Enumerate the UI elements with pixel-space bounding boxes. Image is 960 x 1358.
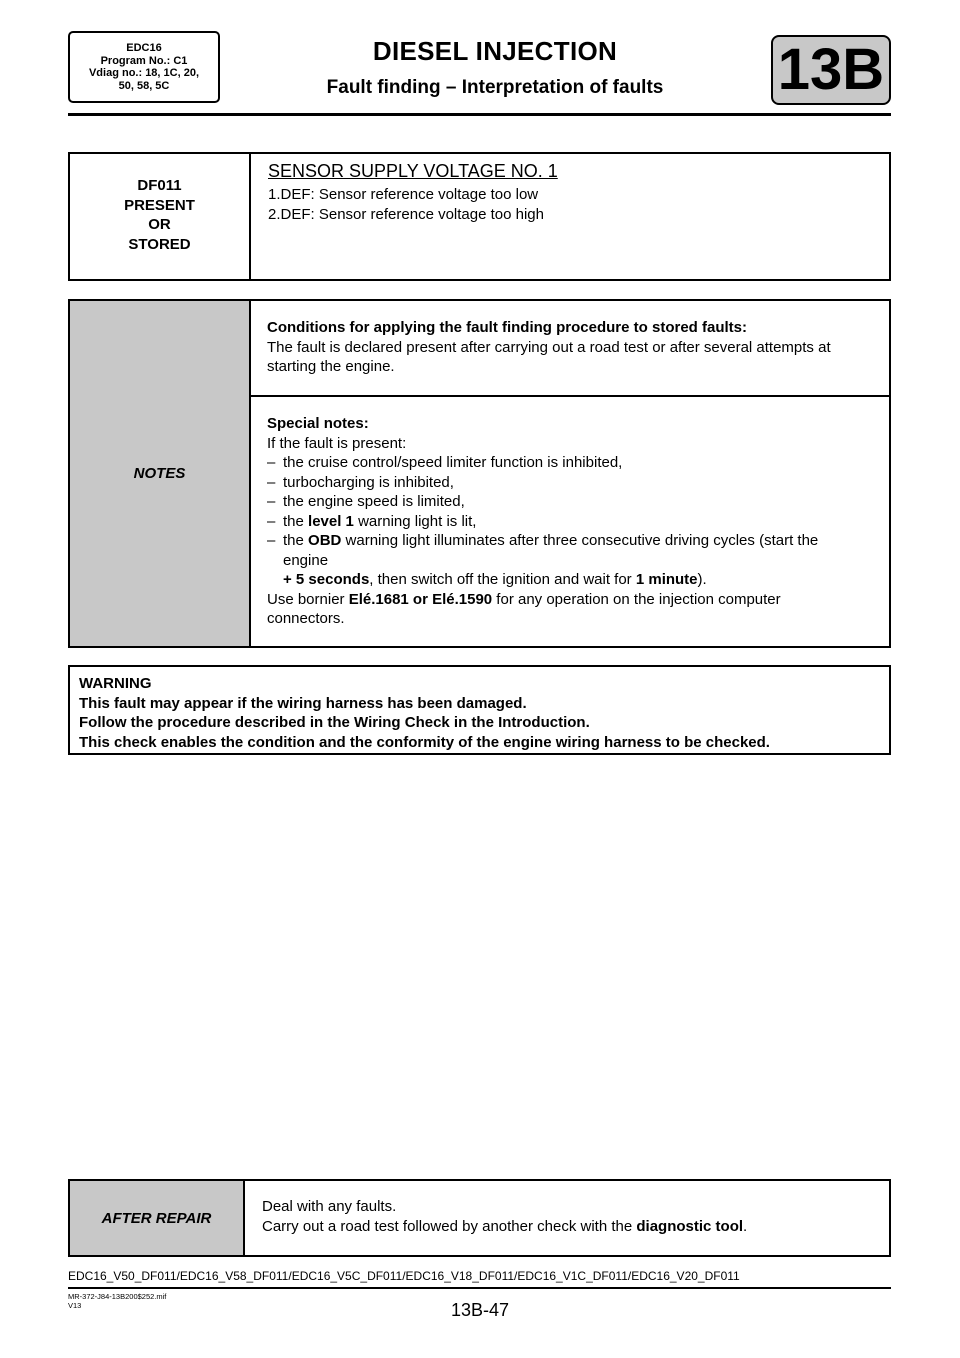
- notes-divider: [251, 395, 889, 397]
- list-item-text: the cruise control/speed limiter function is inhibited,: [283, 454, 623, 471]
- warning-heading: WARNING: [79, 675, 152, 692]
- after-repair-line: Deal with any faults.: [262, 1198, 397, 1215]
- vehicle-info-line: 50, 58, 5C: [118, 79, 170, 92]
- fault-status-line: STORED: [128, 235, 191, 253]
- list-item-text: the: [283, 532, 309, 549]
- warning-text: This check enables the condition and the conformity of the engine wiring harness to be checked.: [79, 733, 770, 751]
- conditions-text: starting the engine.: [267, 358, 395, 375]
- vehicle-info-line: Vdiag no.: 18, 1C, 20,: [88, 67, 200, 79]
- after-repair-line-text: Carry out a road test followed by another check with the: [262, 1217, 637, 1235]
- footer-mr-ref: MR-372-J84-13B200$252.mif: [68, 1292, 167, 1301]
- footer-references: EDC16_V50_DF011/EDC16_V58_DF011/EDC16_V5C_DF011/EDC16_V18_DF011/EDC16_V1C_DF011/EDC16_V20_DF011: [68, 1269, 740, 1283]
- vehicle-info-line: Program No.: C1: [100, 54, 188, 67]
- bullet-dash: –: [267, 473, 276, 491]
- bullet-dash: –: [267, 512, 276, 530]
- list-item-bold: + 5 seconds: [283, 571, 370, 588]
- list-item-text: warning light illuminates after three consecutive driving cycles (start the: [341, 532, 819, 549]
- list-item: [267, 492, 881, 512]
- list-item: [267, 473, 881, 493]
- special-notes-heading: Special notes:: [267, 415, 369, 432]
- fault-title: SENSOR SUPPLY VOLTAGE NO. 1: [268, 161, 558, 181]
- list-item-continuation: engine: [283, 551, 329, 569]
- page-subtitle: Fault finding – Interpretation of faults: [326, 77, 664, 98]
- fault-status-cell: [70, 154, 251, 279]
- bornier-bold: Elé.1681 or Elé.1590: [348, 590, 493, 608]
- list-item-text: the: [283, 512, 309, 530]
- warning-text: Follow the procedure described in the Wiring Check in the Introduction.: [79, 714, 590, 731]
- vehicle-info-box: [68, 31, 220, 103]
- bornier-note: [267, 590, 881, 610]
- header-divider: [68, 113, 891, 116]
- list-item: [267, 512, 881, 532]
- after-repair-label: AFTER REPAIR: [70, 1181, 245, 1255]
- list-item: [267, 453, 881, 473]
- special-notes-intro: If the fault is present:: [267, 434, 407, 452]
- after-repair-line: [262, 1217, 882, 1237]
- after-repair-line-text: .: [743, 1217, 748, 1235]
- fault-code: DF011: [137, 177, 182, 194]
- conditions-heading: Conditions for applying the fault finding procedure to stored faults:: [267, 319, 747, 336]
- bornier-text: Use bornier: [267, 590, 349, 608]
- footer-divider: [68, 1287, 891, 1289]
- after-repair-bold: diagnostic tool: [636, 1217, 744, 1235]
- page-number: 13B-47: [450, 1300, 510, 1320]
- warning-box: [68, 665, 891, 755]
- conditions-text: The fault is declared present after carrying out a road test or after several attempts at: [267, 338, 831, 356]
- list-item-text: warning light is lit,: [353, 512, 477, 530]
- bullet-dash: –: [267, 454, 276, 471]
- vehicle-info-line: EDC16: [126, 42, 162, 54]
- section-code-badge: 13B: [771, 35, 891, 105]
- conditions-section: [267, 318, 881, 377]
- list-item-bold: level 1: [308, 512, 354, 530]
- notes-label: NOTES: [70, 301, 251, 646]
- list-item-text: , then switch off the ignition and wait for: [369, 571, 636, 588]
- list-item-continuation: [267, 570, 881, 590]
- list-item: [267, 531, 881, 551]
- warning-text: This fault may appear if the wiring harness has been damaged.: [79, 694, 527, 712]
- list-item-text: turbocharging is inhibited,: [283, 473, 454, 491]
- fault-status-line: OR: [148, 216, 171, 233]
- list-item-text: the engine speed is limited,: [283, 493, 465, 510]
- bullet-dash: –: [267, 532, 276, 549]
- special-notes-section: [267, 414, 881, 629]
- fault-status-line: PRESENT: [124, 196, 195, 214]
- list-item-bold: OBD: [308, 532, 342, 549]
- fault-definition: 1.DEF: Sensor reference voltage too low: [268, 186, 539, 203]
- bullet-dash: –: [267, 493, 276, 510]
- list-item-text: ).: [697, 571, 707, 588]
- footer-version: V13: [68, 1301, 82, 1310]
- bornier-text: for any operation on the injection computer: [492, 590, 781, 608]
- page-title: DIESEL INJECTION: [372, 36, 618, 66]
- list-item-bold: 1 minute: [635, 571, 698, 588]
- bornier-note-continuation: connectors.: [267, 610, 345, 627]
- fault-definition: 2.DEF: Sensor reference voltage too high: [268, 206, 544, 223]
- after-repair-text: [262, 1197, 882, 1236]
